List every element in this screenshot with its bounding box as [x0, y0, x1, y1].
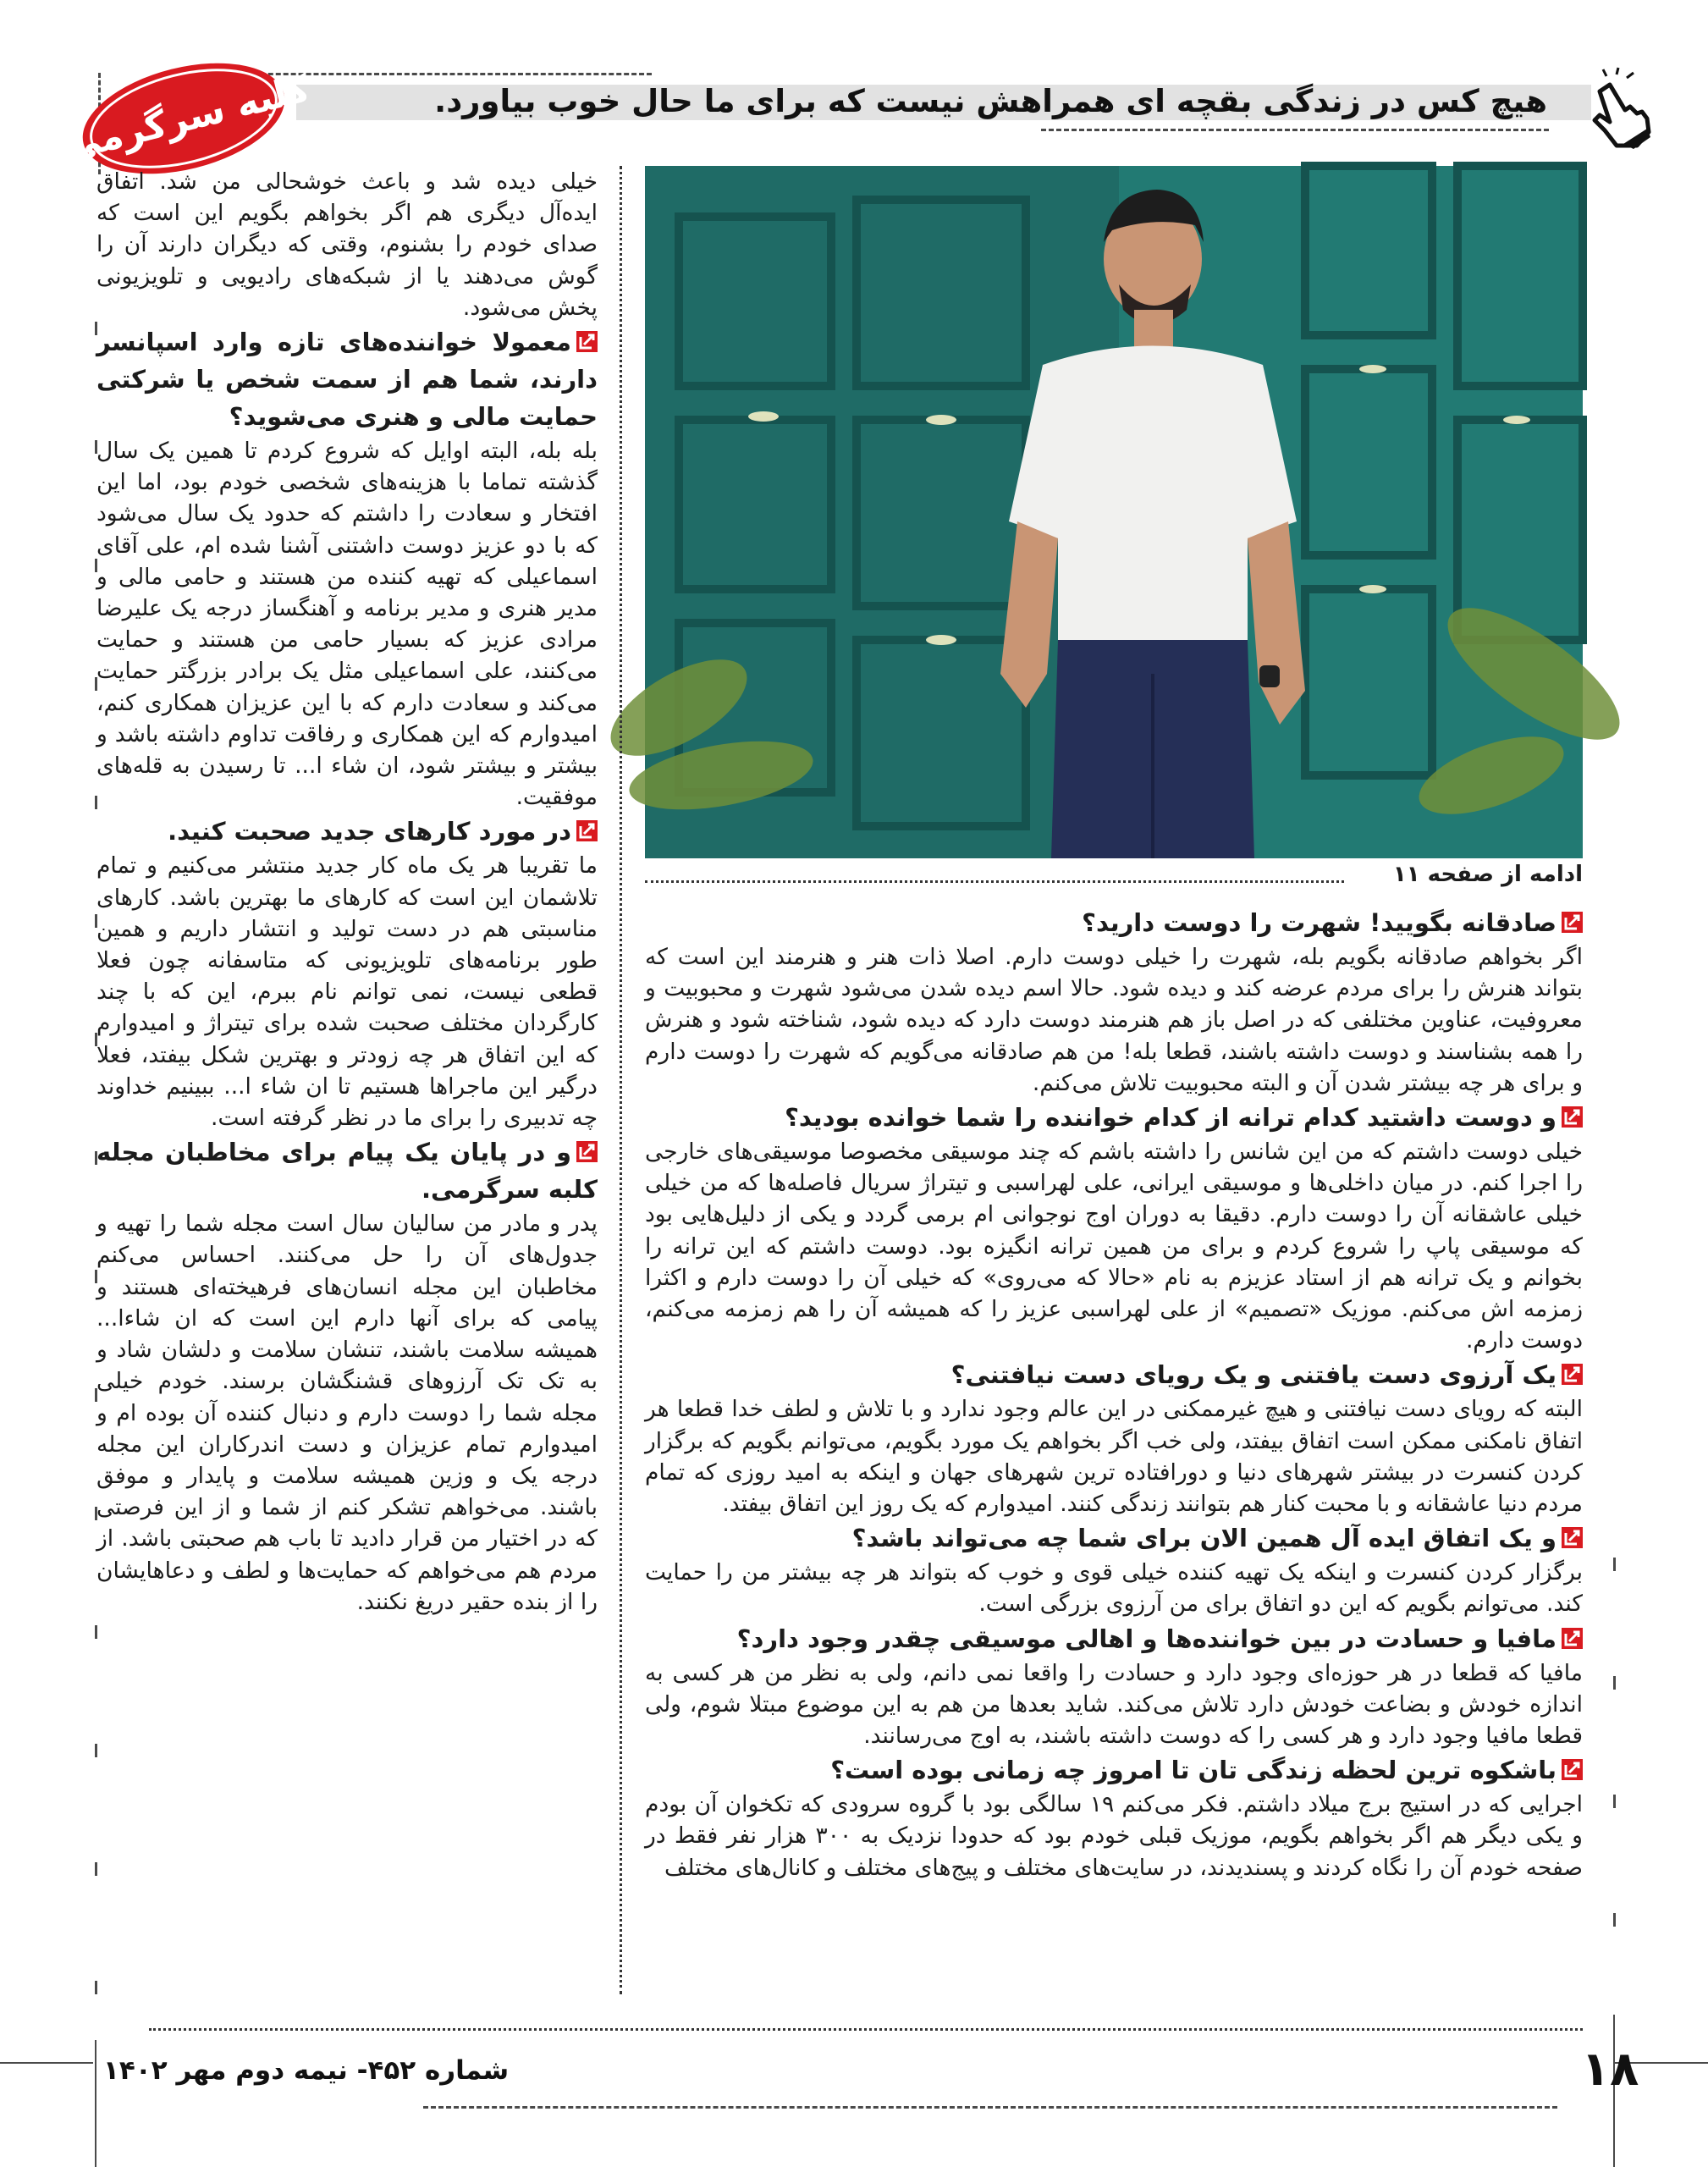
- margin-tick: [1613, 1913, 1616, 1927]
- question-heading: [96, 813, 598, 850]
- margin-tick: [95, 1625, 97, 1639]
- margin-tick: [95, 1744, 97, 1757]
- question-text: و در پایان یک پیام برای مخاطبان مجله کلبه سرگرمی.: [96, 1138, 598, 1205]
- question-arrow-icon: [576, 325, 598, 346]
- question-arrow-icon: [1562, 1358, 1583, 1379]
- question-text: یک آرزوی دست یافتنی و یک رویای دست نیافتنی؟: [950, 1360, 1556, 1390]
- question-arrow-icon: [576, 1135, 598, 1156]
- question-heading: [645, 904, 1583, 941]
- issue-info: شماره ۴۵۲- نیمه دوم مهر ۱۴۰۲: [103, 2055, 510, 2086]
- answer-paragraph: بله بله، البته اوایل که شروع کردم تا همین یک سال گذشته تماما با هزینه‌های شخصی خودم بود، اما این افتخار و سعادت را داشتم که حدود یک سال می‌شود که با دو عزیز دوست داشتنی آشنا شده ام، علی آقای اسماعیلی که تهیه کننده من هستند و حامی مالی و مدیر هنری و مدیر برنامه و آهنگساز درجه یک علیرضا مرادی عزیز که بسیار حامی من هستند و حمایت می‌کنند، علی اسماعیلی مثل یک برادر بزرگتر حمایت می‌کند و سعادت دارم که با این عزیزان همکاری کنم، امیدوارم که این همکاری و رفاقت تداوم داشته باشد و بیشتر و بیشتر شود، ان شاء ا... تا رسیدن به قله‌های موفقیت.: [96, 438, 598, 811]
- question-arrow-icon: [1562, 1100, 1583, 1122]
- question-text: مافیا و حسادت در بین خواننده‌ها و اهالی موسیقی چقدر وجود دارد؟: [736, 1624, 1556, 1653]
- question-heading: [96, 1133, 598, 1208]
- question-heading: [645, 1620, 1583, 1657]
- bottom-left-frame-line: [0, 2062, 93, 2064]
- svg-text:کلبه سرگرمی: کلبه سرگرمی: [58, 66, 315, 170]
- question-text: باشکوه ترین لحظه زندگی تان تا امروز چه زمانی بوده است؟: [830, 1756, 1556, 1785]
- answer-paragraph: اجرایی که در استیج برج میلاد داشتم. فکر می‌کنم ۱۹ سالگی بود با گروه سرودی که تکخوان آن بودم و یکی دیگر هم اگر بخواهم بگویم، موزیک قبلی خودم بود که حدودا نزدیک به ۳۰۰ هزار نفر فقط در صفحه خودم آن را نگاه کردند و پسندیدند، در سایت‌های مختلف و پیج‌های مختلف و کانال‌های مختلف: [645, 1791, 1583, 1881]
- article-column-left: [96, 166, 598, 1618]
- question-heading: [645, 1751, 1583, 1789]
- margin-tick: [1613, 1795, 1616, 1808]
- question-text: و دوست داشتید کدام ترانه از کدام خواننده را شما خوانده بودید؟: [785, 1103, 1556, 1133]
- answer-paragraph: اگر بخواهم صادقانه بگویم بله، شهرت را خیلی دوست دارم. اصلا ذات هنر و هنرمند این است که بتواند هنرش را برای مردم عرضه کند و دیده شود. حالا اسم دیده شدن می‌شود شهرت و محبوبیت و معروفیت، عناوین مختلفی که در اصل باز هم هنرمند دوست دارد که دیده شود، شناخته شود و هنرش را همه بشناسند و دوست داشته باشند، قطعا بله! من هم صادقانه می‌گویم که شهرت را دوست دارم و برای هر چه بیشتر شدن آن و البته محبوبیت تلاش می‌کنم.: [645, 944, 1583, 1096]
- question-arrow-icon: [576, 814, 598, 835]
- continued-label: ادامه از صفحه ۱۱: [1392, 862, 1583, 887]
- question-text: و یک اتفاق ایده آل همین الان برای شما چه می‌تواند باشد؟: [851, 1524, 1556, 1553]
- top-dashed-border: [245, 73, 652, 75]
- answer-paragraph: ما تقریبا هر یک ماه کار جدید منتشر می‌کنیم و تمام تلاشمان این است که کارهای ما بهترین باشد. کارهای مناسبتی هم در دست تولید و انتشار داریم و همین طور برنامه‌های تلویزیونی که متاسفانه چون فعلا قطعی نیست، نمی توانم نام ببرم، این که با چند کارگردان مختلف صحبت شده برای تیتراژ و امیدوارم که این اتفاق هر چه زودتر و بهترین شکل بیفتد، فعلا درگیر این ماجراها هستیم تا ان شاء ا... ببینیم خداوند چه تدبیری را برای ما در نظر گرفته است.: [96, 852, 598, 1132]
- question-heading: [96, 323, 598, 435]
- article-photo: [645, 166, 1583, 858]
- question-heading: [645, 1519, 1583, 1557]
- question-arrow-icon: [1562, 1521, 1583, 1542]
- answer-paragraph: خیلی دیده شد و باعث خوشحالی من شد. اتفاق ایده‌آل دیگری هم اگر بخواهم بگویم این است که صدای خودم را بشنوم، وقتی که دیگران دارند آن را گوش می‌دهند یا از شبکه‌های رادیویی و تلویزیونی پخش می‌شود.: [96, 168, 598, 321]
- answer-paragraph: البته که رویای دست نیافتنی و هیچ غیرممکنی در این عالم وجود ندارد و با تلاش و لطف خدا قطعا هر اتفاق نامکنی ممکن است اتفاق بیفتد، ولی خب اگر بخواهم یک مورد بگویم، می‌توانم بگویم که برگزار کردن کنسرت در بیشتر شهرهای دنیا و دورافتاده ترین شهرهای جهان و اینکه به امید روزی که تمام مردم دنیا عاشقانه و با محبت کنار هم بتوانند زندگی کنند. امیدوارم که یک روز این اتفاق بیفتد.: [645, 1396, 1583, 1518]
- question-text: معمولا خواننده‌های تازه وارد اسپانسر دارند، شما هم از سمت شخص یا شرکتی حمایت مالی و هنری می‌شوید؟: [96, 328, 598, 432]
- question-arrow-icon: [1562, 906, 1583, 927]
- header-under-dash: [1041, 129, 1549, 131]
- answer-paragraph: خیلی دوست داشتم که من این شانس را داشته باشم که چند موسیقی مخصوصا موسیقی‌های خارجی را اجرا کنم. در میان داخلی‌ها و موسیقی ایرانی، علی لهراسبی و تیتراژ سریال فاصله‌ها که من خیلی خیلی عاشقانه آن را دوست دارم. دقیقا به دوران اوج نوجوانی ام برمی گردد و یکی از دلیل‌هایی بود که موسیقی پاپ را شروع کردم و برای من همین ترانه انگیزه بود. دوست داشتم که این ترانه را بخوانم و یک ترانه هم از استاد عزیزم به نام «حالا که می‌روی» که خیلی آن را دوست دارم و اکثرا زمزمه اش می‌کنم. موزیک «تصمیم» از علی لهراسبی عزیز را که همیشه آن را هم زمزمه می‌کنم، دوست دارم.: [645, 1139, 1583, 1354]
- margin-tick: [95, 1862, 97, 1876]
- question-arrow-icon: [1562, 1622, 1583, 1643]
- header-tagline: هیچ کس در زندگی بقچه ای همراهش نیست که برای ما حال خوب بیاورد.: [434, 83, 1547, 119]
- continued-dotted-line: [645, 880, 1344, 883]
- answer-paragraph: پدر و مادر من سالیان سال است مجله شما را تهیه و جدول‌های آن را حل می‌کنند. احساس می‌کنم مخاطبان این مجله انسان‌های فرهیخته‌ای هستند و پیامی که برای آنها دارم این است که ان شاءا... همیشه سلامت باشند، تنشان سلامت و دلشان شاد و به تک تک آرزوهای قشنگشان برسند. خودم خیلی مجله شما را دوست دارم و دنبال کننده آن بوده ام و امیدوارم تمام عزیزان و دست اندرکاران این مجله درجه یک و وزین همیشه سلامت و پایدار و موفق باشند. می‌خواهم تشکر کنم از شما و از این فرصتی که در اختیار من قرار دادید تا باب هم صحبتی باشد. از مردم هم می‌خواهم که حمایت‌ها و لطف و دعاهایشان را از بنده حقیر دریغ نکنند.: [96, 1210, 598, 1615]
- question-text: در مورد کارهای جدید صحبت کنید.: [168, 817, 571, 846]
- article-column-right: [645, 904, 1583, 1883]
- left-frame-line: [95, 2040, 96, 2167]
- answer-paragraph: مافیا که قطعا در هر حوزه‌ای وجود دارد و حسادت را واقعا نمی دانم، ولی به نظر من هر کسی به اندازه خودش و بضاعت خودش دارد تلاش می‌کند. شاید بعدها من هم به این موضوع مبتلا شوم، ولی قطعا مافیا وجود دارد و هر کسی را که دوست داشته باشند، به اوج می‌رسانند.: [645, 1659, 1583, 1750]
- question-heading: [645, 1099, 1583, 1136]
- continued-from-page: [645, 862, 1583, 896]
- hand-cursor-icon: [1574, 66, 1659, 151]
- answer-paragraph: برگزار کردن کنسرت و اینکه یک تهیه کننده خیلی قوی و خوب که بتواند هر چه بیشتر من را حمایت کند. می‌توانم بگویم که این دو اتفاق برای من آرزوی بزرگی است.: [645, 1559, 1583, 1618]
- question-heading: [645, 1356, 1583, 1393]
- photo-man-white-tshirt-icon: [645, 166, 1583, 858]
- question-arrow-icon: [1562, 1753, 1583, 1774]
- footer-separator: [149, 2028, 1583, 2031]
- page-number: ۱۸: [1581, 2042, 1639, 2097]
- margin-tick: [1613, 1558, 1616, 1571]
- bottom-dashed-border: [423, 2106, 1557, 2109]
- column-separator: [620, 166, 622, 1994]
- margin-tick: [1613, 1676, 1616, 1690]
- margin-tick: [95, 1981, 97, 1994]
- question-text: صادقانه بگویید! شهرت را دوست دارید؟: [1082, 908, 1556, 937]
- magazine-logo: [58, 52, 315, 179]
